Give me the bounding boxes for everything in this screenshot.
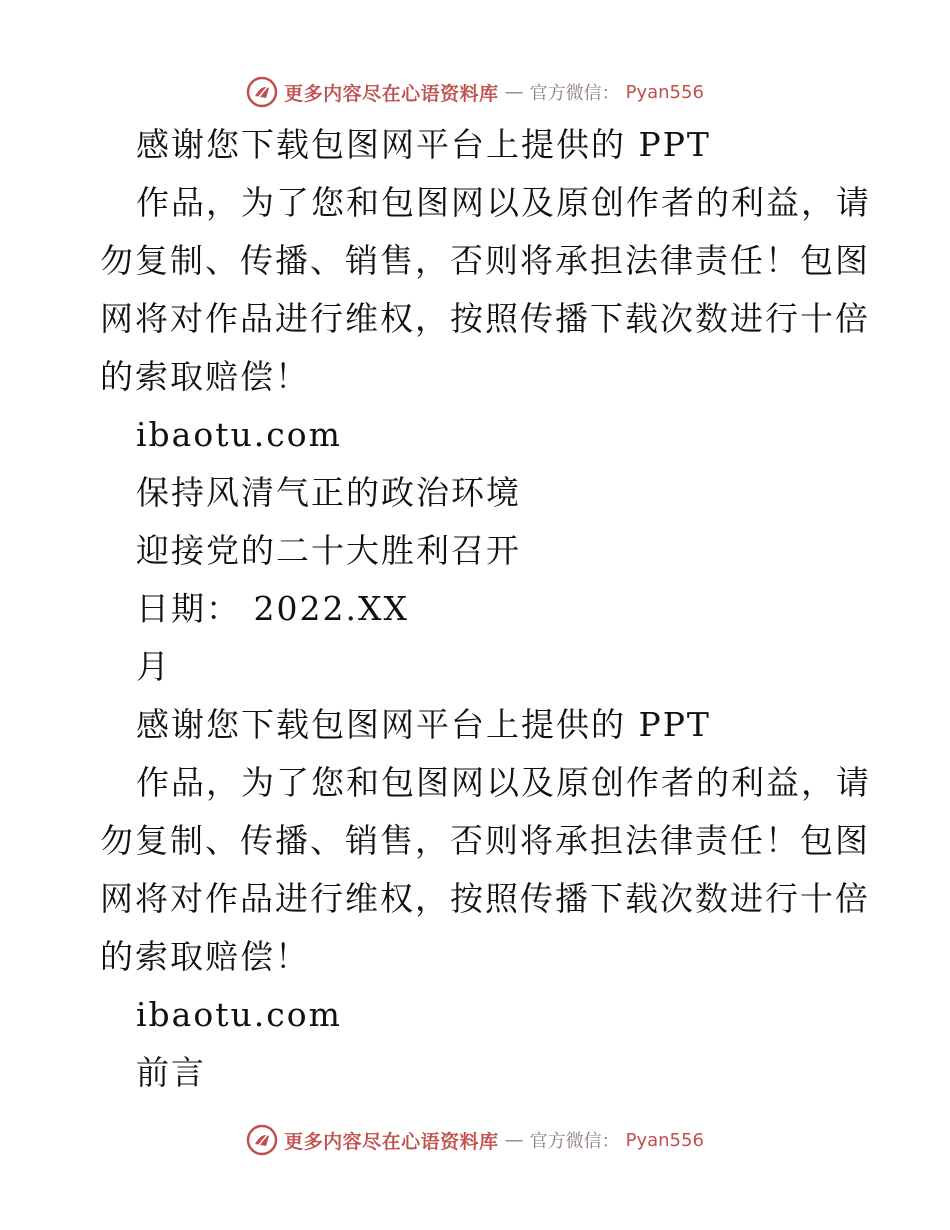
body-line: 的索取赔偿！: [100, 937, 310, 976]
website-text: ibaotu.com: [136, 995, 342, 1034]
date-line: 日期： 2022.XX: [136, 589, 409, 628]
body-line: 勿复制、传播、销售，否则将承担法律责任！包图: [100, 821, 870, 860]
body-line: 网将对作品进行维权，按照传播下载次数进行十倍: [100, 879, 870, 918]
subtitle-line: 迎接党的二十大胜利召开: [136, 531, 521, 570]
date-month-line: 月: [136, 647, 171, 686]
body-line: 感谢您下载包图网平台上提供的 PPT: [136, 705, 711, 744]
footer-wechat-id: Pyan556: [625, 1129, 704, 1151]
footer-slogan: 更多内容尽在心语资料库: [284, 1130, 499, 1153]
body-line: 作品，为了您和包图网以及原创作者的利益，请: [136, 763, 871, 802]
book-logo-icon: [246, 1124, 278, 1156]
footer-wechat-label: 官方微信：: [529, 1131, 620, 1152]
book-logo-icon: [246, 76, 278, 108]
body-line: 感谢您下载包图网平台上提供的 PPT: [136, 125, 711, 164]
header-slogan: 更多内容尽在心语资料库: [284, 82, 499, 105]
footer-banner: [0, 1120, 950, 1160]
footer-separator: —: [504, 1129, 524, 1151]
body-line: 的索取赔偿！: [100, 357, 310, 396]
body-line: 勿复制、传播、销售，否则将承担法律责任！包图: [100, 241, 870, 280]
header-separator: —: [504, 81, 524, 103]
body-line: 作品，为了您和包图网以及原创作者的利益，请: [136, 183, 871, 222]
header-wechat-id: Pyan556: [625, 81, 704, 103]
website-text: ibaotu.com: [136, 415, 342, 454]
preface-heading: 前言: [136, 1053, 206, 1092]
title-line: 保持风清气正的政治环境: [136, 473, 521, 512]
header-banner: [0, 72, 950, 112]
body-line: 网将对作品进行维权，按照传播下载次数进行十倍: [100, 299, 870, 338]
document-body: [100, 116, 871, 1102]
header-wechat-label: 官方微信：: [529, 83, 620, 104]
